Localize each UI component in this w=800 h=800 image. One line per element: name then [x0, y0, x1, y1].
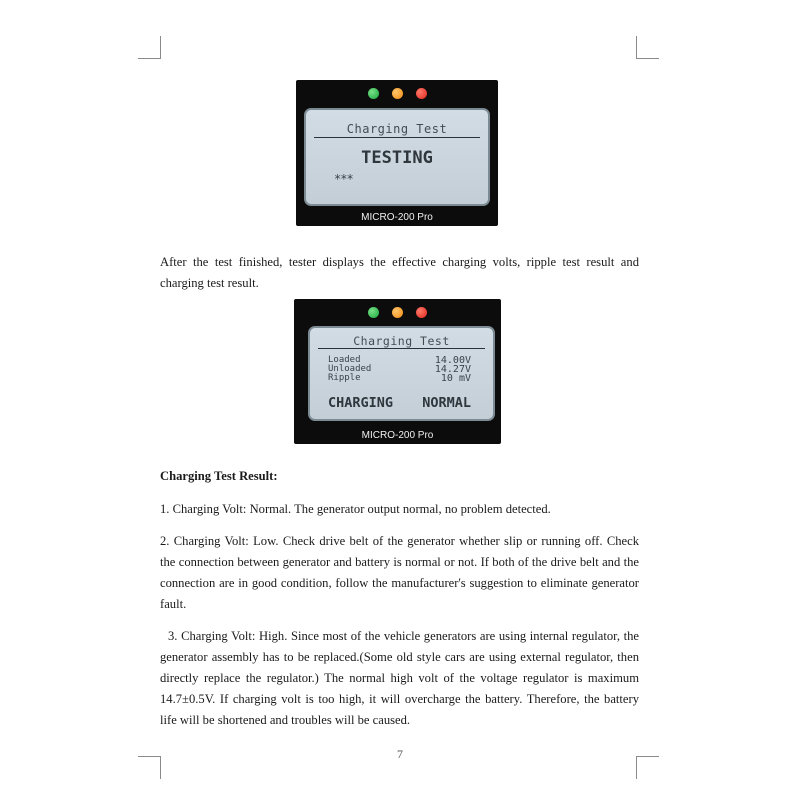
lcd-screen — [308, 326, 495, 421]
intro-paragraph: After the test finished, tester displays the effective charging volts, ripple test result and charging test result. — [160, 255, 639, 290]
lcd-status: TESTING — [361, 148, 433, 168]
lcd-screen — [304, 108, 490, 206]
lcd-title: Charging Test — [353, 334, 450, 348]
crop-mark-top-right — [636, 36, 659, 59]
result-category: CHARGING — [328, 395, 394, 411]
result-status: NORMAL — [422, 395, 471, 411]
lcd-readings — [328, 356, 471, 383]
orange-led-icon — [392, 88, 403, 99]
reading-value: 14.27V — [434, 364, 471, 375]
green-led-icon — [368, 307, 379, 318]
reading-label: Loaded — [328, 355, 361, 365]
crop-mark-top-left — [138, 36, 161, 59]
lcd-result — [328, 395, 471, 411]
led-row — [294, 307, 501, 318]
lcd-divider — [314, 137, 480, 138]
orange-led-icon — [392, 307, 403, 318]
led-row — [296, 88, 498, 99]
reading-value: 14.00V — [434, 355, 471, 366]
result-paragraph-low: 2. Charging Volt: Low. Check drive belt of the generator whether slip or running off. Check the connection between generator and battery is normal or not. If both of the drive belt and the connection are in good condition, follow the manufacturer's suggestion to eliminate generator fault. — [160, 534, 639, 611]
reading-label: Unloaded — [328, 364, 372, 374]
lcd-title: Charging Test — [346, 122, 448, 136]
result-paragraph-normal: 1. Charging Volt: Normal. The generator output normal, no problem detected. — [160, 502, 551, 516]
device-model-label: MICRO-200 Pro — [361, 430, 434, 441]
reading-label: Ripple — [328, 373, 361, 383]
reading-row-ripple — [328, 374, 471, 383]
page-number: 7 — [397, 747, 403, 761]
lcd-divider — [318, 348, 485, 349]
lcd-progress: *** — [334, 172, 353, 186]
tester-device-result — [294, 299, 501, 444]
tester-device-testing — [296, 80, 498, 226]
section-heading: Charging Test Result: — [160, 469, 278, 483]
green-led-icon — [368, 88, 379, 99]
reading-value: 10 mV — [440, 373, 471, 384]
red-led-icon — [416, 307, 427, 318]
red-led-icon — [416, 88, 427, 99]
result-paragraph-high: 3. Charging Volt: High. Since most of the vehicle generators are using internal regulator, the generator assembly has to be replaced.(Some old style cars are using external regulator, then directly replace the regulator.) The normal high volt of the voltage regulator is maximum 14.7±0.5V. If charging volt is too high, it will overcharge the battery. Therefore, the battery life will be shortened and troubles will be caused. — [160, 629, 639, 727]
device-model-label: MICRO-200 Pro — [361, 212, 433, 223]
